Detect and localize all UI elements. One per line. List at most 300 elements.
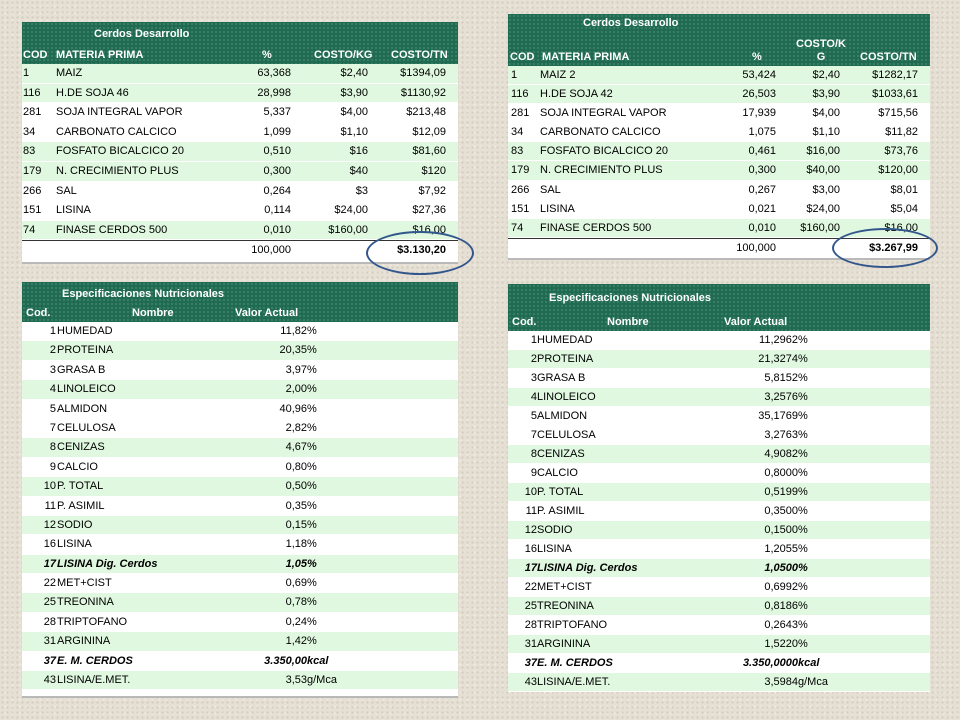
cod-cell: 2 — [49, 344, 56, 357]
table-row — [508, 123, 930, 142]
pct-cell: 0,114 — [264, 204, 291, 217]
total-pct: 100,000 — [251, 244, 291, 257]
costo-kg-cell: $2,40 — [340, 67, 368, 79]
nombre-cell: LISINA/E.MET. — [537, 676, 611, 688]
cod-cell: 37 — [43, 654, 56, 667]
left-specs-table — [22, 282, 458, 698]
unit-cell: % — [798, 410, 808, 422]
valor-cell: 4,67 — [285, 441, 307, 454]
left-specs-rows — [22, 322, 458, 690]
materia-cell: CARBONATO CALCICO — [540, 126, 661, 139]
pct-cell: 63,368 — [257, 67, 291, 79]
col-cod: COD — [510, 51, 535, 63]
cod-cell: 179 — [23, 164, 42, 177]
table-row — [22, 142, 458, 162]
col-costo-kg-line1: COSTO/K — [796, 38, 846, 50]
cod-cell: 10 — [524, 486, 537, 498]
table-row — [22, 322, 458, 341]
costo-tn-cell: $12,09 — [412, 125, 446, 138]
cod-cell: 266 — [23, 184, 42, 197]
table-row — [22, 400, 458, 419]
cod-cell: 16 — [43, 538, 56, 551]
valor-cell: 3,53 — [285, 674, 307, 687]
nombre-cell: CALCIO — [57, 460, 98, 473]
materia-cell: N. CRECIMIENTO PLUS — [540, 164, 663, 177]
cod-cell: 83 — [23, 145, 36, 158]
costo-kg-cell: $4,00 — [340, 106, 368, 119]
table-row — [508, 483, 930, 502]
pct-cell: 1,099 — [263, 125, 291, 138]
nombre-cell: ARGININA — [537, 638, 591, 650]
table-row — [22, 419, 458, 438]
unit-cell: % — [798, 334, 808, 346]
unit-cell: % — [798, 619, 808, 631]
total-row — [508, 238, 930, 257]
col-pct: % — [752, 51, 762, 63]
cod-cell: 1 — [530, 334, 537, 346]
valor-cell: 3.350,0000 — [742, 657, 798, 669]
costo-tn-cell: $16,00 — [884, 221, 918, 234]
table-row — [22, 182, 458, 202]
nombre-cell: GRASA B — [57, 363, 106, 376]
pct-cell: 0,010 — [748, 221, 776, 234]
costo-tn-cell: $120,00 — [878, 164, 918, 177]
formula-title: Cerdos Desarrollo — [94, 28, 190, 40]
table-row — [508, 616, 930, 635]
materia-cell: CARBONATO CALCICO — [56, 125, 177, 138]
nombre-cell: ALMIDON — [537, 410, 588, 422]
left-formula-header — [22, 22, 458, 64]
nombre-cell: E. M. CERDOS — [57, 654, 133, 667]
total-pct: 100,000 — [736, 241, 776, 254]
costo-tn-cell: $213,48 — [406, 106, 446, 119]
unit-cell: % — [798, 486, 808, 498]
nombre-cell: TREONINA — [537, 600, 594, 612]
unit-cell: % — [798, 391, 808, 403]
cod-cell: 25 — [524, 600, 537, 612]
nombre-cell: LINOLEICO — [537, 391, 596, 403]
costo-kg-cell: $160,00 — [800, 221, 840, 234]
valor-cell: 0,3500 — [764, 505, 798, 517]
specs-title: Especificaciones Nutricionales — [549, 292, 712, 304]
nombre-cell: PROTEINA — [537, 353, 594, 365]
unit-cell: % — [307, 518, 317, 531]
valor-cell: 0,78 — [285, 596, 307, 609]
costo-tn-cell: $1282,17 — [872, 69, 918, 81]
valor-cell: 3,97 — [285, 363, 307, 376]
unit-cell: % — [798, 543, 808, 555]
costo-kg-cell: $160,00 — [328, 223, 368, 236]
valor-cell: 0,8000 — [764, 467, 798, 479]
nombre-cell: LISINA/E.MET. — [57, 674, 131, 687]
nombre-cell: LISINA — [57, 538, 92, 551]
valor-cell: 3,2576 — [764, 391, 798, 403]
valor-cell: 1,42 — [285, 635, 307, 648]
materia-cell: SOJA INTEGRAL VAPOR — [540, 107, 667, 120]
unit-cell: % — [798, 600, 808, 612]
cod-cell: 281 — [23, 106, 42, 119]
cod-cell: 8 — [530, 448, 537, 460]
unit-cell: % — [307, 421, 317, 434]
table-row — [508, 464, 930, 483]
cod-cell: 25 — [43, 596, 56, 609]
table-row — [508, 673, 930, 692]
costo-tn-cell: $1130,92 — [400, 86, 446, 99]
cod-cell: 34 — [511, 126, 524, 139]
nombre-cell: ARGININA — [57, 635, 111, 648]
col-costo-tn: COSTO/TN — [860, 51, 917, 63]
cod-cell: 7 — [530, 429, 537, 441]
right-formula-header — [508, 14, 930, 66]
cod-cell: 1 — [511, 69, 518, 81]
nombre-cell: LINOLEICO — [57, 383, 116, 396]
unit-cell: % — [798, 448, 808, 460]
col-costo-tn: COSTO/TN — [391, 49, 448, 61]
unit-cell: % — [307, 615, 317, 628]
nombre-cell: CELULOSA — [57, 421, 116, 434]
table-row — [508, 161, 930, 180]
materia-cell: FOSFATO BICALCICO 20 — [540, 145, 668, 158]
valor-cell: 20,35 — [279, 344, 307, 357]
costo-tn-cell: $1394,09 — [400, 67, 446, 79]
cod-cell: 34 — [23, 125, 36, 138]
nombre-cell: E. M. CERDOS — [537, 657, 613, 669]
right-specs-rows — [508, 331, 930, 692]
specs-title: Especificaciones Nutricionales — [62, 288, 225, 300]
unit-cell: % — [798, 638, 808, 650]
right-specs-table — [508, 284, 930, 692]
table-row — [508, 635, 930, 654]
cod-cell: 151 — [23, 204, 42, 217]
col-valor: Valor Actual — [724, 316, 788, 328]
nombre-cell: P. TOTAL — [537, 486, 584, 498]
table-row — [22, 162, 458, 182]
table-row — [22, 438, 458, 457]
col-costo-kg-line2: G — [816, 51, 826, 63]
cod-cell: 9 — [49, 460, 56, 473]
cod-cell: 43 — [43, 674, 56, 687]
left-formula-rows — [22, 64, 458, 260]
valor-cell: 0,24 — [285, 615, 307, 628]
cod-cell: 266 — [511, 183, 530, 196]
unit-cell: % — [307, 402, 317, 415]
pct-cell: 1,075 — [748, 126, 776, 139]
table-row — [508, 407, 930, 426]
nombre-cell: PROTEINA — [57, 344, 114, 357]
table-row — [508, 104, 930, 123]
pct-cell: 0,300 — [748, 164, 776, 177]
nombre-cell: CENIZAS — [537, 448, 585, 460]
costo-kg-cell: $3,90 — [812, 88, 840, 101]
costo-kg-cell: $16,00 — [806, 145, 840, 158]
unit-cell: % — [798, 581, 808, 593]
table-row — [508, 200, 930, 219]
valor-cell: 3,5984 — [764, 676, 798, 688]
right-specs-header — [508, 284, 930, 331]
nombre-cell: GRASA B — [537, 372, 586, 384]
nombre-cell: P. ASIMIL — [57, 499, 105, 512]
col-valor: Valor Actual — [235, 307, 299, 319]
table-row — [22, 497, 458, 516]
unit-cell: % — [307, 325, 317, 337]
unit-cell: % — [307, 460, 317, 473]
cod-cell: 1 — [49, 325, 56, 337]
costo-kg-cell: $40 — [349, 164, 368, 177]
col-materia: MATERIA PRIMA — [542, 51, 630, 63]
table-row — [22, 123, 458, 143]
valor-cell: 11,2962 — [759, 334, 798, 346]
costo-tn-cell: $715,56 — [878, 107, 918, 120]
cod-cell: 12 — [524, 524, 537, 536]
table-row — [22, 64, 458, 84]
col-nombre: Nombre — [132, 307, 174, 319]
nombre-cell: TRIPTOFANO — [57, 615, 128, 628]
cod-cell: 9 — [530, 467, 537, 479]
cod-cell: 74 — [23, 223, 36, 236]
col-cod: Cod. — [26, 307, 51, 319]
costo-tn-cell: $7,92 — [418, 184, 446, 197]
pct-cell: 53,424 — [742, 69, 776, 81]
valor-cell: 2,82 — [285, 421, 307, 434]
valor-cell: 1,5220 — [764, 638, 798, 650]
unit-cell: % — [798, 353, 808, 365]
unit-cell: g/Mca — [307, 674, 337, 687]
nombre-cell: MET+CIST — [57, 577, 112, 590]
nombre-cell: TREONINA — [57, 596, 114, 609]
table-row — [22, 201, 458, 221]
table-row — [508, 142, 930, 161]
table-row — [22, 84, 458, 104]
col-pct: % — [262, 49, 272, 61]
nombre-cell: HUMEDAD — [537, 334, 593, 346]
table-row — [22, 535, 458, 554]
valor-cell: 3.350,00 — [264, 654, 307, 667]
unit-cell: % — [307, 441, 317, 454]
cod-cell: 11 — [44, 499, 56, 512]
cod-cell: 28 — [43, 615, 56, 628]
table-row — [22, 361, 458, 380]
table-row — [508, 502, 930, 521]
nombre-cell: CENIZAS — [57, 441, 105, 454]
materia-cell: FINASE CERDOS 500 — [56, 223, 168, 236]
table-row — [22, 103, 458, 123]
costo-kg-cell: $24,00 — [334, 204, 368, 217]
cod-cell: 4 — [49, 383, 56, 396]
materia-cell: LISINA — [540, 202, 575, 215]
nombre-cell: P. TOTAL — [57, 480, 104, 493]
cod-cell: 31 — [43, 635, 56, 648]
cod-cell: 4 — [530, 391, 537, 403]
pct-cell: 17,939 — [742, 107, 776, 120]
table-row — [22, 341, 458, 360]
costo-tn-cell: $5,04 — [890, 202, 918, 215]
table-row — [508, 597, 930, 616]
unit-cell: % — [307, 363, 317, 376]
valor-cell: 1,2055 — [764, 543, 798, 555]
costo-kg-cell: $3 — [355, 184, 368, 197]
unit-cell: % — [798, 467, 808, 479]
materia-cell: SAL — [540, 183, 561, 196]
valor-cell: 1,18 — [285, 538, 307, 551]
nombre-cell: LISINA — [537, 543, 572, 555]
valor-cell: 2,00 — [285, 383, 307, 396]
materia-cell: H.DE SOJA 46 — [56, 86, 129, 99]
unit-cell: % — [307, 480, 317, 493]
cod-cell: 16 — [524, 543, 537, 555]
costo-tn-cell: $1033,61 — [872, 88, 918, 101]
pct-cell: 0,510 — [263, 145, 291, 158]
table-row — [508, 66, 930, 85]
unit-cell: kcal — [307, 654, 329, 667]
col-costo-kg: COSTO/KG — [314, 49, 373, 61]
cod-cell: 28 — [524, 619, 537, 631]
table-row — [22, 380, 458, 399]
materia-cell: H.DE SOJA 42 — [540, 88, 613, 101]
costo-tn-cell: $73,76 — [884, 145, 918, 158]
valor-cell: 0,35 — [285, 499, 307, 512]
nombre-cell: CALCIO — [537, 467, 578, 479]
cod-cell: 151 — [511, 202, 530, 215]
pct-cell: 5,337 — [263, 106, 291, 119]
total-costo-tn: $3.267,99 — [869, 241, 918, 254]
unit-cell: % — [307, 635, 317, 648]
pct-cell: 0,461 — [748, 145, 776, 158]
right-formula-table — [508, 14, 930, 260]
left-formula-table — [22, 22, 458, 264]
cod-cell: 43 — [524, 676, 537, 688]
cod-cell: 8 — [49, 441, 56, 454]
unit-cell: % — [307, 557, 317, 570]
cod-cell: 116 — [23, 86, 41, 99]
pct-cell: 0,267 — [748, 183, 776, 196]
table-row — [22, 221, 458, 241]
nombre-cell: LISINA Dig. Cerdos — [537, 562, 638, 574]
unit-cell: % — [307, 596, 317, 609]
table-row — [508, 426, 930, 445]
valor-cell: 0,8186 — [764, 600, 798, 612]
nombre-cell: TRIPTOFANO — [537, 619, 608, 631]
unit-cell: % — [307, 499, 317, 512]
valor-cell: 35,1769 — [758, 410, 798, 422]
costo-tn-cell: $16,00 — [412, 223, 446, 236]
valor-cell: 21,3274 — [758, 353, 798, 365]
col-nombre: Nombre — [607, 316, 649, 328]
unit-cell: kcal — [798, 657, 820, 669]
table-row — [22, 516, 458, 535]
cod-cell: 116 — [511, 88, 529, 101]
cod-cell: 17 — [43, 557, 56, 570]
table-row — [22, 613, 458, 632]
costo-kg-cell: $1,10 — [340, 125, 368, 138]
valor-cell: 0,50 — [285, 480, 307, 493]
cod-cell: 3 — [530, 372, 537, 384]
table-row — [508, 521, 930, 540]
nombre-cell: MET+CIST — [537, 581, 592, 593]
pct-cell: 0,010 — [263, 223, 291, 236]
costo-kg-cell: $2,40 — [812, 69, 840, 81]
valor-cell: 0,5199 — [764, 486, 798, 498]
valor-cell: 0,69 — [285, 577, 307, 590]
nombre-cell: P. ASIMIL — [537, 505, 585, 517]
cod-cell: 17 — [524, 562, 537, 574]
cod-cell: 1 — [23, 67, 30, 79]
pct-cell: 28,998 — [257, 86, 291, 99]
table-row — [22, 671, 458, 690]
total-costo-tn: $3.130,20 — [397, 244, 446, 257]
nombre-cell: LISINA Dig. Cerdos — [57, 557, 158, 570]
unit-cell: % — [798, 505, 808, 517]
valor-cell: 40,96 — [279, 402, 307, 415]
right-formula-rows — [508, 66, 930, 257]
costo-kg-cell: $24,00 — [806, 202, 840, 215]
total-row — [22, 240, 458, 260]
valor-cell: 1,0500 — [764, 562, 798, 574]
cod-cell: 5 — [49, 402, 56, 415]
nombre-cell: CELULOSA — [537, 429, 596, 441]
formula-title: Cerdos Desarrollo — [583, 17, 679, 29]
materia-cell: MAIZ 2 — [540, 69, 576, 81]
nombre-cell: ALMIDON — [57, 402, 108, 415]
materia-cell: SOJA INTEGRAL VAPOR — [56, 106, 183, 119]
table-row — [508, 350, 930, 369]
table-row — [508, 181, 930, 200]
cod-cell: 10 — [43, 480, 56, 493]
valor-cell: 5,8152 — [764, 372, 798, 384]
pct-cell: 0,264 — [263, 184, 291, 197]
pct-cell: 0,300 — [263, 164, 291, 177]
costo-tn-cell: $27,36 — [412, 204, 446, 217]
table-row — [508, 85, 930, 104]
unit-cell: % — [798, 429, 808, 441]
materia-cell: LISINA — [56, 204, 91, 217]
valor-cell: 0,15 — [285, 518, 307, 531]
col-costo-kg — [794, 38, 848, 64]
table-row — [508, 388, 930, 407]
costo-tn-cell: $11,82 — [885, 126, 918, 139]
costo-kg-cell: $16 — [349, 145, 368, 158]
cod-cell: 7 — [49, 421, 56, 434]
cod-cell: 11 — [525, 505, 537, 517]
cod-cell: 74 — [511, 221, 524, 234]
unit-cell: % — [307, 383, 317, 396]
cod-cell: 37 — [524, 657, 537, 669]
costo-tn-cell: $81,60 — [412, 145, 446, 158]
cod-cell: 22 — [524, 581, 537, 593]
cod-cell: 3 — [49, 363, 56, 376]
valor-cell: 0,1500 — [764, 524, 798, 536]
table-row — [508, 540, 930, 559]
materia-cell: SAL — [56, 184, 77, 197]
costo-kg-cell: $3,00 — [812, 183, 840, 196]
materia-cell: N. CRECIMIENTO PLUS — [56, 164, 179, 177]
cod-cell: 281 — [511, 107, 530, 120]
table-row — [508, 578, 930, 597]
pct-cell: 26,503 — [742, 88, 776, 101]
costo-kg-cell: $4,00 — [812, 107, 840, 120]
unit-cell: % — [798, 524, 808, 536]
table-row — [22, 632, 458, 651]
unit-cell: % — [307, 344, 317, 357]
nombre-cell: SODIO — [57, 518, 93, 531]
valor-cell: 3,2763 — [764, 429, 798, 441]
nombre-cell: HUMEDAD — [57, 325, 113, 337]
table-row — [22, 477, 458, 496]
table-row — [508, 559, 930, 578]
table-row — [22, 574, 458, 593]
valor-cell: 0,80 — [285, 460, 307, 473]
cod-cell: 12 — [43, 518, 56, 531]
col-cod: COD — [23, 49, 48, 61]
